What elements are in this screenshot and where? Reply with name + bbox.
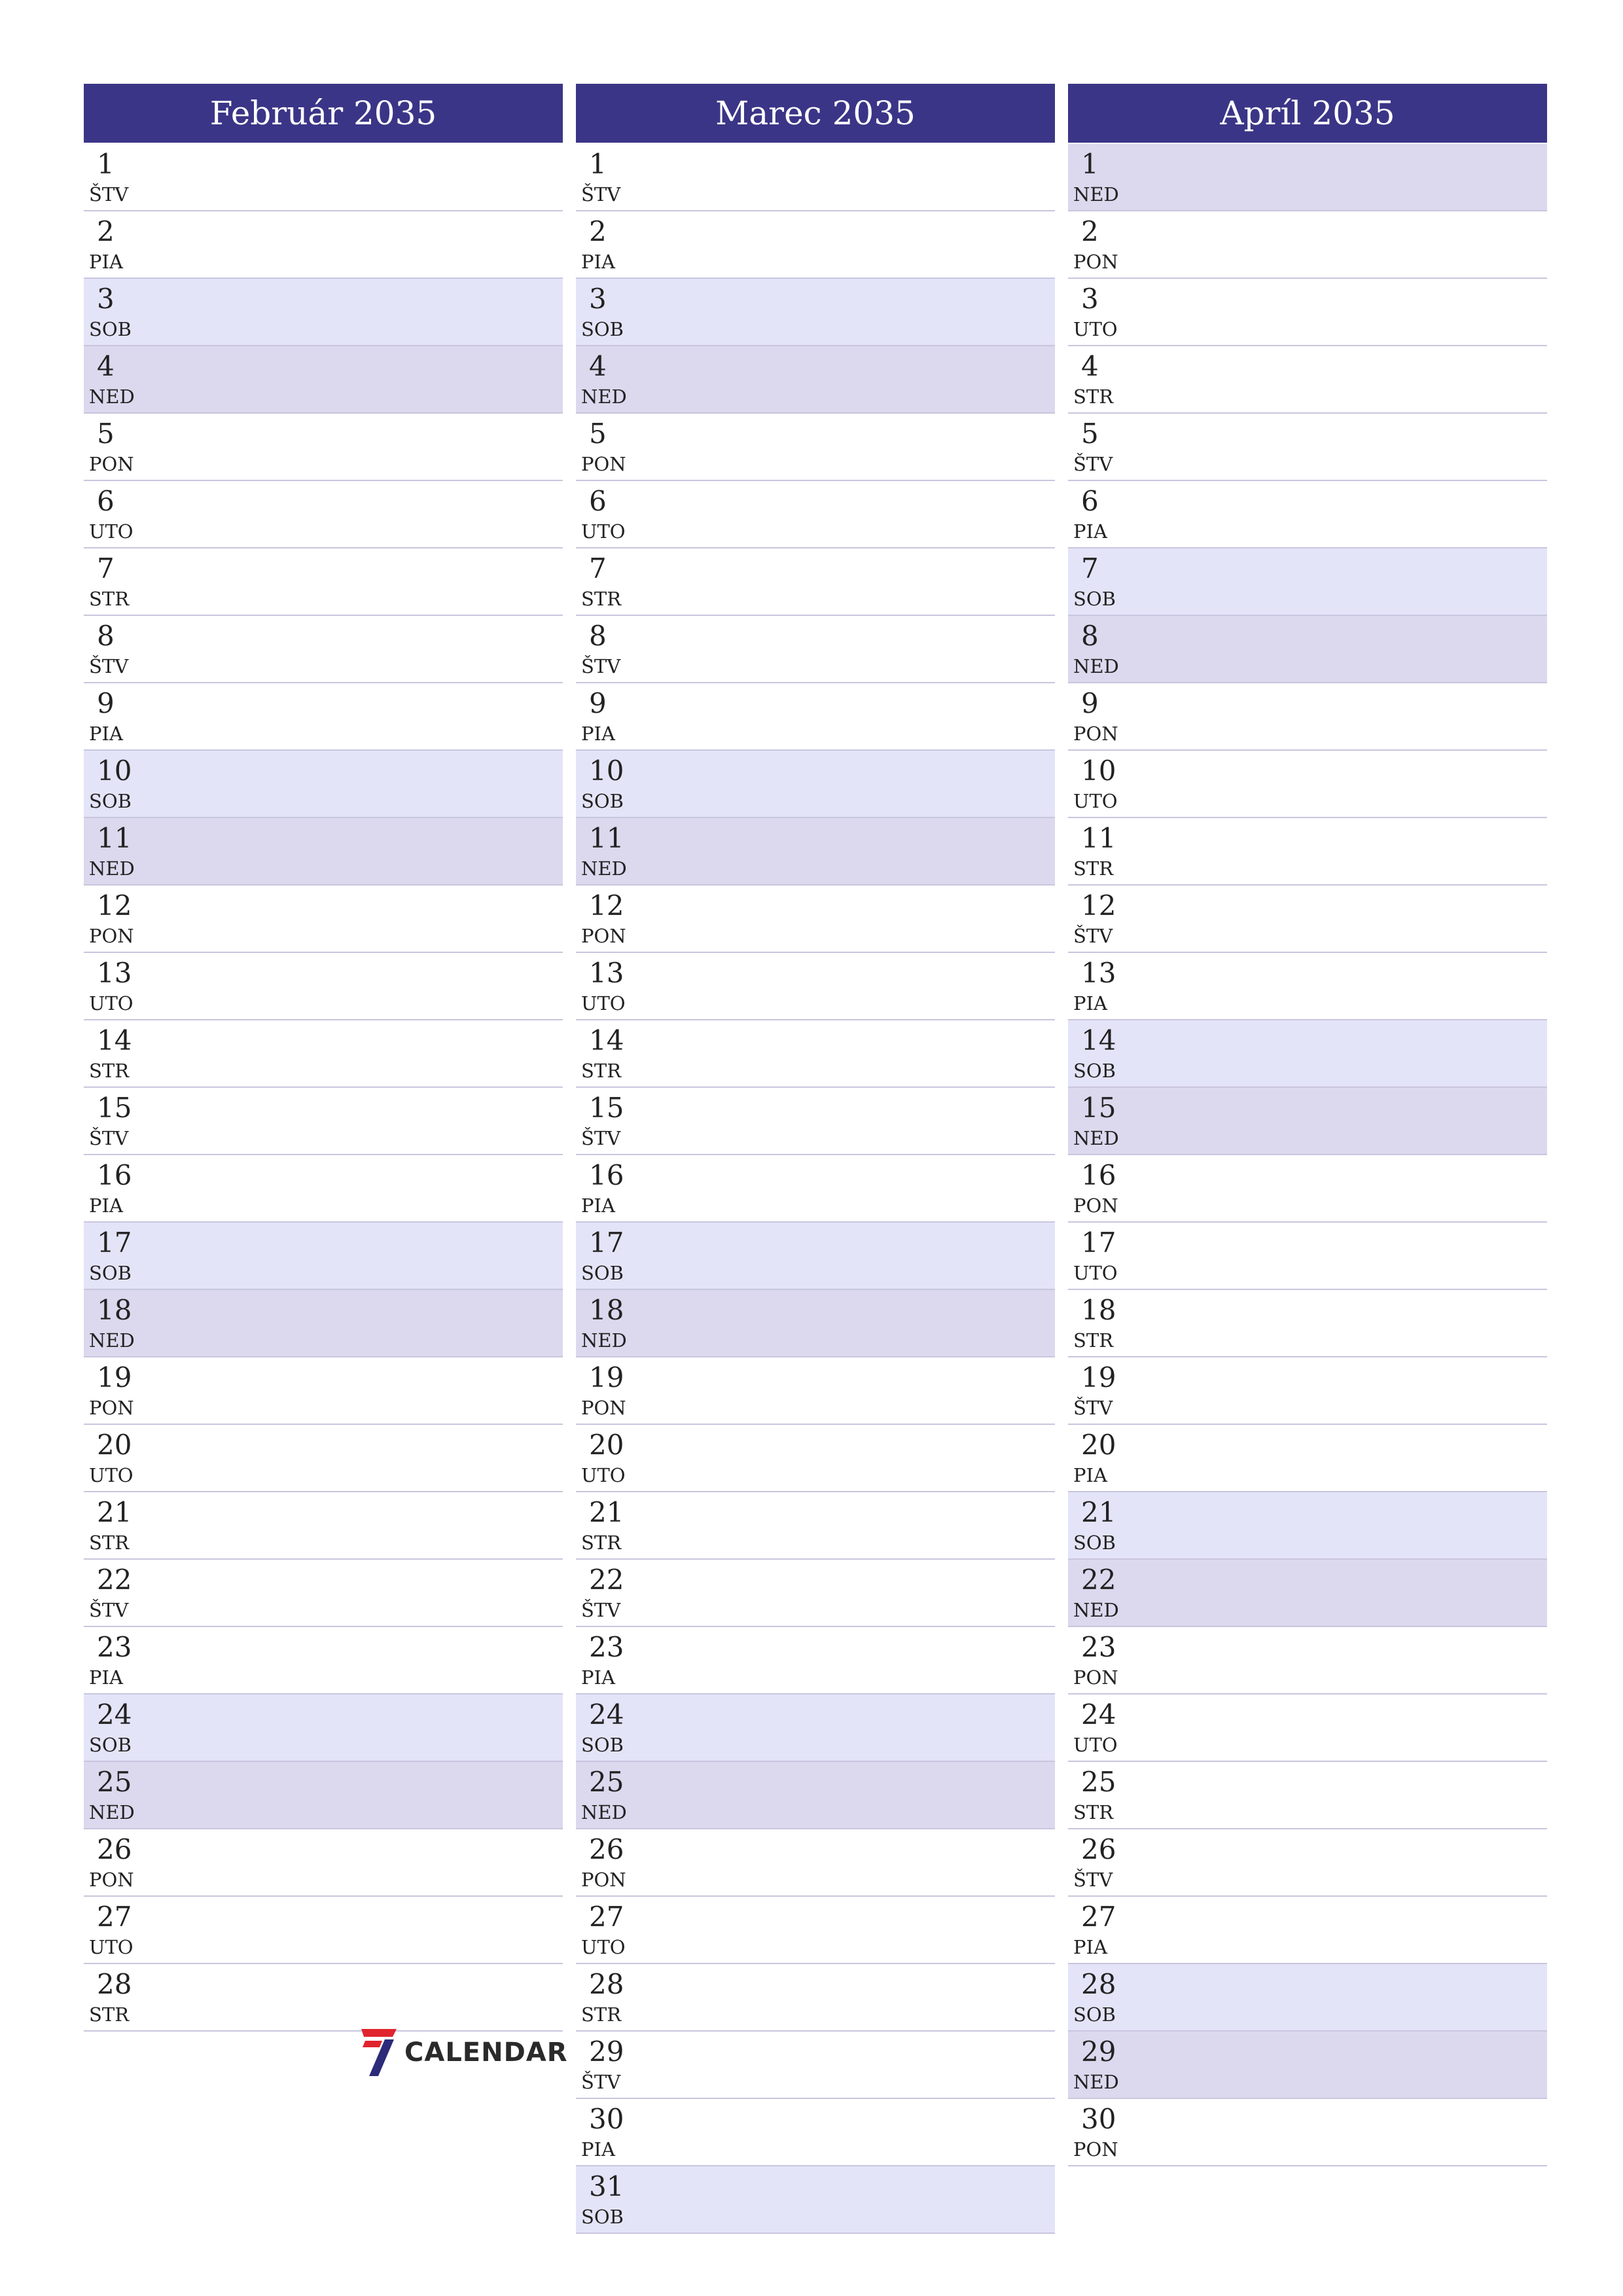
day-number: 15 — [589, 1092, 624, 1124]
day-row — [1068, 1290, 1547, 1357]
day-number: 3 — [1081, 283, 1099, 315]
day-row — [84, 1627, 563, 1695]
weekday-label: PIA — [1073, 1936, 1107, 1958]
day-row — [84, 1020, 563, 1088]
day-row — [1068, 1492, 1547, 1560]
day-row — [84, 414, 563, 481]
weekday-label: UTO — [581, 992, 626, 1014]
day-row — [576, 414, 1055, 481]
weekday-label: NED — [581, 1329, 627, 1352]
weekday-label: PON — [581, 1397, 626, 1419]
day-number: 20 — [589, 1429, 624, 1461]
day-number: 28 — [1081, 1968, 1116, 2000]
day-list — [576, 144, 1055, 2234]
day-number: 24 — [589, 1698, 624, 1731]
day-list — [1068, 144, 1547, 2166]
day-row — [576, 683, 1055, 751]
day-number: 15 — [97, 1092, 132, 1124]
weekday-label: UTO — [89, 1464, 134, 1486]
weekday-label: PIA — [89, 1666, 123, 1689]
weekday-label: ŠTV — [581, 655, 621, 677]
weekday-label: UTO — [89, 992, 134, 1014]
day-number: 23 — [589, 1631, 624, 1663]
weekday-label: PON — [581, 925, 626, 947]
day-number: 24 — [1081, 1698, 1116, 1731]
day-row — [576, 211, 1055, 279]
weekday-label: SOB — [89, 1734, 132, 1756]
day-row — [84, 953, 563, 1020]
weekday-label: PIA — [581, 723, 615, 745]
day-number: 17 — [1081, 1227, 1116, 1259]
day-row — [576, 548, 1055, 616]
day-row — [84, 548, 563, 616]
day-number: 6 — [97, 485, 115, 517]
day-number: 28 — [589, 1968, 624, 2000]
weekday-label: ŠTV — [89, 183, 129, 206]
weekday-label: NED — [89, 857, 135, 880]
day-row — [84, 1695, 563, 1762]
day-row — [576, 1829, 1055, 1897]
day-number: 9 — [1081, 687, 1099, 719]
weekday-label: PON — [89, 453, 134, 475]
day-row — [1068, 1357, 1547, 1425]
day-row — [1068, 683, 1547, 751]
day-row — [576, 1492, 1055, 1560]
day-number: 6 — [1081, 485, 1099, 517]
weekday-label: PON — [1073, 1194, 1118, 1217]
day-number: 25 — [1081, 1766, 1116, 1798]
weekday-label: NED — [581, 1801, 627, 1823]
weekday-label: NED — [1073, 183, 1119, 206]
day-row — [84, 683, 563, 751]
day-list — [84, 144, 563, 2032]
weekday-label: STR — [89, 1532, 130, 1554]
day-row — [1068, 1829, 1547, 1897]
day-number: 10 — [589, 755, 624, 787]
day-row — [1068, 953, 1547, 1020]
day-row — [1068, 1223, 1547, 1290]
day-row — [1068, 1560, 1547, 1627]
weekday-label: SOB — [581, 318, 624, 340]
weekday-label: STR — [581, 1532, 622, 1554]
day-number: 1 — [97, 148, 115, 180]
weekday-label: NED — [581, 386, 627, 408]
month-column-february — [84, 84, 563, 2032]
day-number: 21 — [1081, 1496, 1116, 1528]
day-row — [1068, 751, 1547, 818]
day-number: 7 — [589, 552, 607, 584]
day-number: 19 — [97, 1361, 132, 1393]
weekday-label: PIA — [89, 1194, 123, 1217]
day-number: 3 — [589, 283, 607, 315]
weekday-label: ŠTV — [89, 1127, 129, 1149]
weekday-label: PON — [581, 453, 626, 475]
weekday-label: PIA — [1073, 520, 1107, 543]
day-number: 13 — [97, 957, 132, 989]
weekday-label: UTO — [581, 520, 626, 543]
weekday-label: SOB — [581, 1734, 624, 1756]
day-row — [84, 1897, 563, 1964]
day-row — [576, 2032, 1055, 2099]
day-row — [1068, 616, 1547, 683]
day-number: 18 — [589, 1294, 624, 1326]
day-row — [1068, 211, 1547, 279]
weekday-label: PIA — [89, 723, 123, 745]
day-number: 18 — [97, 1294, 132, 1326]
day-number: 26 — [97, 1833, 132, 1865]
day-number: 2 — [1081, 215, 1099, 247]
day-row — [576, 1425, 1055, 1492]
day-number: 14 — [1081, 1024, 1116, 1056]
day-row — [576, 279, 1055, 346]
weekday-label: ŠTV — [581, 1127, 621, 1149]
day-row — [84, 1964, 563, 2032]
day-row — [84, 886, 563, 953]
day-row — [1068, 414, 1547, 481]
weekday-label: STR — [581, 2003, 622, 2026]
day-row — [84, 1560, 563, 1627]
weekday-label: NED — [581, 857, 627, 880]
weekday-label: ŠTV — [1073, 925, 1113, 947]
weekday-label: PON — [1073, 251, 1118, 273]
weekday-label: SOB — [89, 790, 132, 812]
day-row — [1068, 1897, 1547, 1964]
weekday-label: PIA — [581, 251, 615, 273]
day-number: 18 — [1081, 1294, 1116, 1326]
weekday-label: PIA — [1073, 1464, 1107, 1486]
day-row — [84, 1155, 563, 1223]
day-number: 27 — [1081, 1901, 1116, 1933]
day-number: 25 — [589, 1766, 624, 1798]
day-row — [84, 1492, 563, 1560]
month-header: Apríl 2035 — [1068, 84, 1547, 143]
weekday-label: STR — [1073, 857, 1114, 880]
day-number: 22 — [589, 1564, 624, 1596]
weekday-label: ŠTV — [581, 2071, 621, 2093]
day-row — [1068, 1020, 1547, 1088]
weekday-label: ŠTV — [89, 1599, 129, 1621]
day-row — [1068, 144, 1547, 211]
day-number: 25 — [97, 1766, 132, 1798]
weekday-label: PON — [1073, 2138, 1118, 2161]
weekday-label: PON — [1073, 1666, 1118, 1689]
day-number: 2 — [589, 215, 607, 247]
weekday-label: ŠTV — [1073, 453, 1113, 475]
day-number: 5 — [589, 418, 607, 450]
day-number: 4 — [97, 350, 115, 382]
weekday-label: NED — [1073, 655, 1119, 677]
weekday-label: PON — [581, 1869, 626, 1891]
day-number: 24 — [97, 1698, 132, 1731]
weekday-label: STR — [1073, 1801, 1114, 1823]
day-number: 8 — [97, 620, 115, 652]
day-row — [576, 2099, 1055, 2166]
weekday-label: UTO — [1073, 790, 1118, 812]
day-row — [576, 818, 1055, 886]
day-row — [84, 1223, 563, 1290]
weekday-label: PIA — [1073, 992, 1107, 1014]
day-number: 12 — [97, 889, 132, 922]
day-number: 11 — [589, 822, 624, 854]
day-row — [576, 1964, 1055, 2032]
day-row — [1068, 481, 1547, 548]
day-row — [1068, 2032, 1547, 2099]
weekday-label: ŠTV — [1073, 1869, 1113, 1891]
day-number: 21 — [589, 1496, 624, 1528]
weekday-label: UTO — [89, 1936, 134, 1958]
day-number: 13 — [1081, 957, 1116, 989]
day-number: 15 — [1081, 1092, 1116, 1124]
weekday-label: ŠTV — [581, 183, 621, 206]
day-row — [576, 953, 1055, 1020]
weekday-label: UTO — [1073, 318, 1118, 340]
month-column-march — [576, 84, 1055, 2234]
weekday-label: PON — [89, 1869, 134, 1891]
month-header: Február 2035 — [84, 84, 563, 143]
day-row — [576, 1695, 1055, 1762]
day-row — [84, 751, 563, 818]
day-number: 26 — [589, 1833, 624, 1865]
logo-text: CALENDAR — [404, 2037, 568, 2068]
day-row — [1068, 1695, 1547, 1762]
weekday-label: PON — [89, 925, 134, 947]
day-row — [576, 751, 1055, 818]
day-number: 21 — [97, 1496, 132, 1528]
day-row — [1068, 548, 1547, 616]
weekday-label: STR — [89, 1060, 130, 1082]
weekday-label: ŠTV — [1073, 1397, 1113, 1419]
weekday-label: NED — [1073, 1599, 1119, 1621]
day-number: 4 — [589, 350, 607, 382]
weekday-label: STR — [1073, 1329, 1114, 1352]
weekday-label: STR — [89, 588, 130, 610]
day-number: 5 — [97, 418, 115, 450]
weekday-label: UTO — [1073, 1262, 1118, 1284]
weekday-label: ŠTV — [581, 1599, 621, 1621]
day-row — [576, 1223, 1055, 1290]
day-row — [576, 1088, 1055, 1155]
day-row — [1068, 1088, 1547, 1155]
day-number: 1 — [589, 148, 607, 180]
day-row — [1068, 346, 1547, 414]
day-row — [84, 1762, 563, 1829]
day-number: 16 — [97, 1159, 132, 1191]
weekday-label: PIA — [581, 2138, 615, 2161]
day-row — [84, 1290, 563, 1357]
weekday-label: NED — [89, 1329, 135, 1352]
day-row — [576, 2166, 1055, 2234]
day-number: 30 — [1081, 2103, 1116, 2135]
day-row — [84, 279, 563, 346]
day-row — [1068, 1425, 1547, 1492]
weekday-label: SOB — [581, 1262, 624, 1284]
day-row — [1068, 818, 1547, 886]
day-row — [1068, 1155, 1547, 1223]
weekday-label: SOB — [1073, 1532, 1116, 1554]
weekday-label: SOB — [1073, 1060, 1116, 1082]
day-number: 29 — [1081, 2036, 1116, 2068]
day-row — [84, 144, 563, 211]
month-column-april — [1068, 84, 1547, 2166]
weekday-label: PON — [89, 1397, 134, 1419]
day-number: 6 — [589, 485, 607, 517]
day-number: 31 — [589, 2170, 624, 2202]
day-number: 8 — [1081, 620, 1099, 652]
day-number: 11 — [97, 822, 132, 854]
day-row — [576, 1560, 1055, 1627]
day-number: 16 — [589, 1159, 624, 1191]
weekday-label: PIA — [581, 1194, 615, 1217]
day-number: 17 — [97, 1227, 132, 1259]
day-row — [1068, 1964, 1547, 2032]
day-row — [84, 1357, 563, 1425]
day-row — [84, 1425, 563, 1492]
day-number: 14 — [589, 1024, 624, 1056]
day-row — [576, 1762, 1055, 1829]
weekday-label: SOB — [89, 1262, 132, 1284]
day-row — [1068, 886, 1547, 953]
weekday-label: SOB — [1073, 588, 1116, 610]
day-number: 30 — [589, 2103, 624, 2135]
day-row — [576, 1627, 1055, 1695]
day-row — [1068, 1762, 1547, 1829]
weekday-label: SOB — [581, 2206, 624, 2228]
day-number: 17 — [589, 1227, 624, 1259]
day-number: 3 — [97, 283, 115, 315]
day-number: 1 — [1081, 148, 1099, 180]
day-number: 12 — [1081, 889, 1116, 922]
day-number: 28 — [97, 1968, 132, 2000]
month-header: Marec 2035 — [576, 84, 1055, 143]
day-number: 2 — [97, 215, 115, 247]
day-row — [84, 818, 563, 886]
day-number: 10 — [97, 755, 132, 787]
day-row — [576, 144, 1055, 211]
day-row — [576, 1357, 1055, 1425]
day-row — [1068, 279, 1547, 346]
day-number: 22 — [97, 1564, 132, 1596]
day-row — [1068, 1627, 1547, 1695]
day-row — [84, 211, 563, 279]
day-number: 22 — [1081, 1564, 1116, 1596]
day-number: 19 — [1081, 1361, 1116, 1393]
day-number: 4 — [1081, 350, 1099, 382]
weekday-label: NED — [89, 1801, 135, 1823]
day-number: 29 — [589, 2036, 624, 2068]
day-number: 14 — [97, 1024, 132, 1056]
day-number: 10 — [1081, 755, 1116, 787]
day-row — [84, 346, 563, 414]
weekday-label: PIA — [581, 1666, 615, 1689]
weekday-label: UTO — [581, 1464, 626, 1486]
day-number: 19 — [589, 1361, 624, 1393]
weekday-label: NED — [1073, 2071, 1119, 2093]
day-row — [576, 1897, 1055, 1964]
weekday-label: UTO — [89, 520, 134, 543]
day-number: 26 — [1081, 1833, 1116, 1865]
weekday-label: NED — [89, 386, 135, 408]
day-row — [576, 481, 1055, 548]
day-number: 27 — [589, 1901, 624, 1933]
weekday-label: UTO — [1073, 1734, 1118, 1756]
day-number: 20 — [1081, 1429, 1116, 1461]
seven-logo-icon — [359, 2026, 398, 2079]
weekday-label: SOB — [581, 790, 624, 812]
weekday-label: SOB — [89, 318, 132, 340]
day-number: 12 — [589, 889, 624, 922]
day-number: 7 — [97, 552, 115, 584]
day-row — [576, 1155, 1055, 1223]
weekday-label: STR — [89, 2003, 130, 2026]
weekday-label: ŠTV — [89, 655, 129, 677]
day-number: 9 — [589, 687, 607, 719]
day-row — [576, 346, 1055, 414]
day-number: 16 — [1081, 1159, 1116, 1191]
day-row — [576, 1290, 1055, 1357]
day-number: 23 — [97, 1631, 132, 1663]
day-number: 9 — [97, 687, 115, 719]
day-number: 13 — [589, 957, 624, 989]
weekday-label: SOB — [1073, 2003, 1116, 2026]
day-row — [84, 1829, 563, 1897]
calendar-logo — [359, 2026, 568, 2079]
day-number: 5 — [1081, 418, 1099, 450]
day-number: 23 — [1081, 1631, 1116, 1663]
day-row — [576, 886, 1055, 953]
day-row — [576, 1020, 1055, 1088]
day-number: 27 — [97, 1901, 132, 1933]
weekday-label: PON — [1073, 723, 1118, 745]
day-number: 7 — [1081, 552, 1099, 584]
day-number: 11 — [1081, 822, 1116, 854]
day-row — [84, 1088, 563, 1155]
day-row — [576, 616, 1055, 683]
weekday-label: UTO — [581, 1936, 626, 1958]
weekday-label: STR — [1073, 386, 1114, 408]
weekday-label: PIA — [89, 251, 123, 273]
day-row — [84, 481, 563, 548]
weekday-label: STR — [581, 1060, 622, 1082]
day-number: 8 — [589, 620, 607, 652]
day-row — [84, 616, 563, 683]
day-row — [1068, 2099, 1547, 2166]
weekday-label: STR — [581, 588, 622, 610]
weekday-label: NED — [1073, 1127, 1119, 1149]
day-number: 20 — [97, 1429, 132, 1461]
